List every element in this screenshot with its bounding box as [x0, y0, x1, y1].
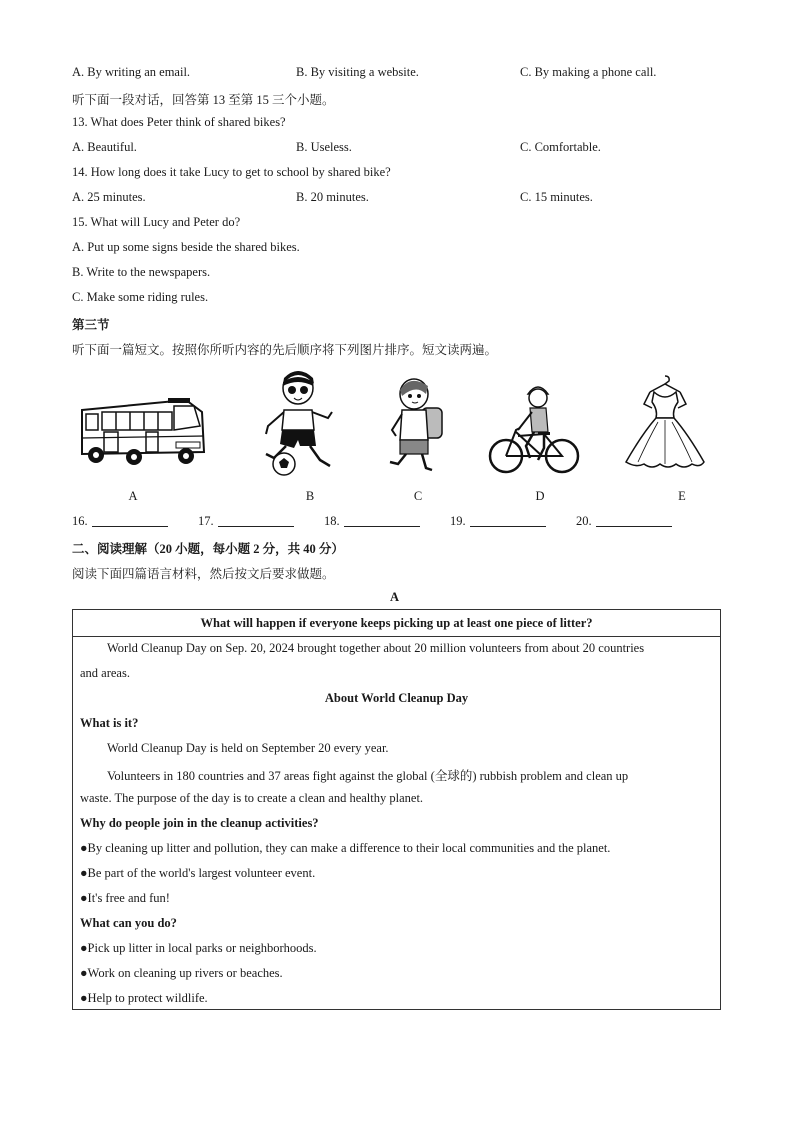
- q15-option-a: A. Put up some signs beside the shared bikes.: [72, 240, 300, 254]
- can-item: ●Help to protect wildlife.: [80, 991, 208, 1005]
- can-item: ●Work on cleaning up rivers or beaches.: [80, 966, 283, 980]
- why-item: ●Be part of the world's largest volunteer event.: [80, 866, 316, 880]
- picture-label-c: C: [413, 489, 423, 503]
- bus-picture: [76, 392, 208, 470]
- answer-blank-18[interactable]: 18.: [324, 514, 420, 529]
- held-line: World Cleanup Day is held on September 20 every year.: [107, 741, 389, 755]
- answer-blank-20[interactable]: 20.: [576, 514, 672, 529]
- q13-option-c: C. Comfortable.: [520, 140, 601, 154]
- picture-label-d: D: [535, 489, 545, 503]
- dialogue-instruction: 听下面一段对话，回答第 13 至第 15 三个小题。: [72, 93, 335, 107]
- passage-heading: What will happen if everyone keeps picking up at least one piece of litter?: [200, 616, 593, 630]
- passage-letter: A: [390, 590, 400, 604]
- picture-label-a: A: [128, 489, 138, 503]
- q13-question: 13. What does Peter think of shared bikes?: [72, 115, 286, 129]
- girl-bike-picture: [486, 380, 582, 476]
- answer-blank-19[interactable]: 19.: [450, 514, 546, 529]
- answer-blank-17[interactable]: 17.: [198, 514, 294, 529]
- q15-option-b: B. Write to the newspapers.: [72, 265, 211, 279]
- q14-option-b: B. 20 minutes.: [296, 190, 369, 204]
- question-what-is-it: What is it?: [80, 716, 139, 730]
- answer-blank-16[interactable]: 16.: [72, 514, 168, 529]
- picture-label-e: E: [678, 489, 686, 503]
- volunteers-line-1: Volunteers in 180 countries and 37 areas fight against the global (全球的) rubbish problem and clean up: [107, 769, 629, 783]
- table-divider: [73, 636, 720, 637]
- why-item: ●It's free and fun!: [80, 891, 170, 905]
- q14-question: 14. How long does it take Lucy to get to school by shared bike?: [72, 165, 391, 179]
- passage-table: [72, 609, 721, 1010]
- q12-option-c: C. By making a phone call.: [520, 65, 657, 79]
- volunteers-line-2: waste. The purpose of the day is to create a clean and healthy planet.: [80, 791, 424, 805]
- boy-backpack-picture: [386, 374, 448, 472]
- q14-option-c: C. 15 minutes.: [520, 190, 593, 204]
- why-item: ●By cleaning up litter and pollution, they can make a difference to their local communities and the planet.: [80, 841, 611, 855]
- q12-option-b: B. By visiting a website.: [296, 65, 419, 79]
- section3-title: 第三节: [72, 318, 110, 332]
- q15-question: 15. What will Lucy and Peter do?: [72, 215, 241, 229]
- picture-label-b: B: [305, 489, 315, 503]
- boy-football-picture: [258, 368, 340, 476]
- q13-option-a: A. Beautiful.: [72, 140, 137, 154]
- question-what-can-you-do: What can you do?: [80, 916, 177, 930]
- part2-instruction: 阅读下面四篇语言材料，然后按文后要求做题。: [72, 567, 335, 581]
- section3-instruction: 听下面一篇短文。按照你所听内容的先后顺序将下列图片排序。短文读两遍。: [72, 343, 498, 357]
- q12-option-a: A. By writing an email.: [72, 65, 191, 79]
- can-item: ●Pick up litter in local parks or neighborhoods.: [80, 941, 317, 955]
- intro-line-1: World Cleanup Day on Sep. 20, 2024 brought together about 20 million volunteers from about 20 countries: [107, 641, 645, 655]
- question-why-join: Why do people join in the cleanup activities?: [80, 816, 319, 830]
- q14-option-a: A. 25 minutes.: [72, 190, 146, 204]
- q13-option-b: B. Useless.: [296, 140, 352, 154]
- intro-line-2: and areas.: [80, 666, 130, 680]
- part2-title: 二、阅读理解（20 小题，每小题 2 分，共 40 分）: [72, 542, 344, 556]
- passage-subtitle: About World Cleanup Day: [324, 691, 469, 705]
- dress-picture: [622, 374, 708, 474]
- q15-option-c: C. Make some riding rules.: [72, 290, 209, 304]
